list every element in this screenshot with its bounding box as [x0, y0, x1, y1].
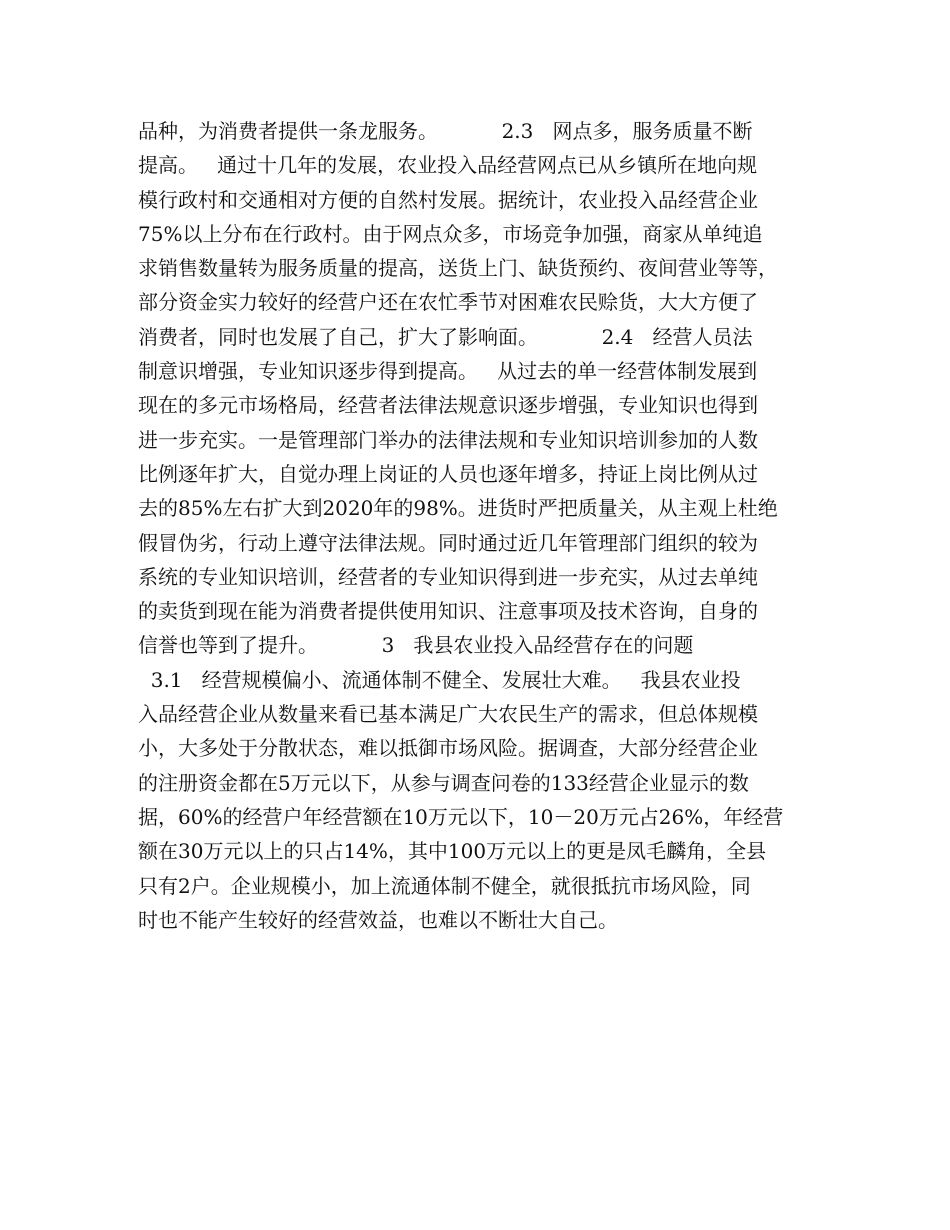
- text-line: 模行政村和交通相对方便的自然村发展。据统计，农业投入品经营企业: [138, 187, 758, 212]
- text-line: 3.1 经营规模偏小、流通体制不健全、发展壮大难。 我县农业投: [138, 667, 741, 692]
- text-line: 额在30万元以上的只占14%，其中100万元以上的更是凤毛麟角，全县: [138, 839, 767, 864]
- text-line: 提高。 通过十几年的发展，农业投入品经营网点已从乡镇所在地向规: [138, 153, 758, 178]
- text-line: 的注册资金都在5万元以下，从参与调查问卷的133经营企业显示的数: [138, 770, 749, 795]
- text-line: 75%以上分布在行政村。由于网点众多，市场竞争加强，商家从单纯追: [138, 221, 763, 246]
- text-line: 去的85%左右扩大到2020年的98%。进货时严把质量关，从主观上杜绝: [138, 496, 778, 521]
- text-line: 系统的专业知识培训，经营者的专业知识得到进一步充实，从过去单纯: [138, 564, 758, 589]
- text-line: 求销售数量转为服务质量的提高，送货上门、缺货预约、夜间营业等等，: [138, 256, 778, 281]
- text-line: 部分资金实力较好的经营户还在农忙季节对困难农民赊货，大大方便了: [138, 290, 758, 315]
- text-line: 制意识增强，专业知识逐步得到提高。 从过去的单一经营体制发展到: [138, 359, 758, 384]
- text-line: 消费者，同时也发展了自己，扩大了影响面。 2.4 经营人员法: [138, 324, 753, 349]
- text-line: 假冒伪劣，行动上遵守法律法规。同时通过近几年管理部门组织的较为: [138, 530, 758, 555]
- text-line: 时也不能产生较好的经营效益，也难以不断壮大自己。: [138, 907, 618, 932]
- text-line: 据，60%的经营户年经营额在10万元以下，10－20万元占26%，年经营: [138, 804, 784, 829]
- text-line: 的卖货到现在能为消费者提供使用知识、注意事项及技术咨询，自身的: [138, 599, 758, 624]
- text-line: 比例逐年扩大，自觉办理上岗证的人员也逐年增多，持证上岗比例从过: [138, 461, 758, 486]
- body-text: [138, 114, 828, 937]
- text-line: 信誉也等到了提升。 3 我县农业投入品经营存在的问题: [138, 633, 694, 658]
- text-line: 入品经营企业从数量来看已基本满足广大农民生产的需求，但总体规模: [138, 702, 758, 727]
- text-line: 品种，为消费者提供一条龙服务。 2.3 网点多，服务质量不断: [138, 119, 753, 143]
- text-line: 小，大多处于分散状态，难以抵御市场风险。据调查，大部分经营企业: [138, 736, 758, 761]
- text-line: 进一步充实。一是管理部门举办的法律法规和专业知识培训参加的人数: [138, 427, 758, 452]
- text-line: 现在的多元市场格局，经营者法律法规意识逐步增强，专业知识也得到: [138, 393, 758, 418]
- text-line: 只有2户。企业规模小，加上流通体制不健全，就很抵抗市场风险，同: [138, 873, 751, 898]
